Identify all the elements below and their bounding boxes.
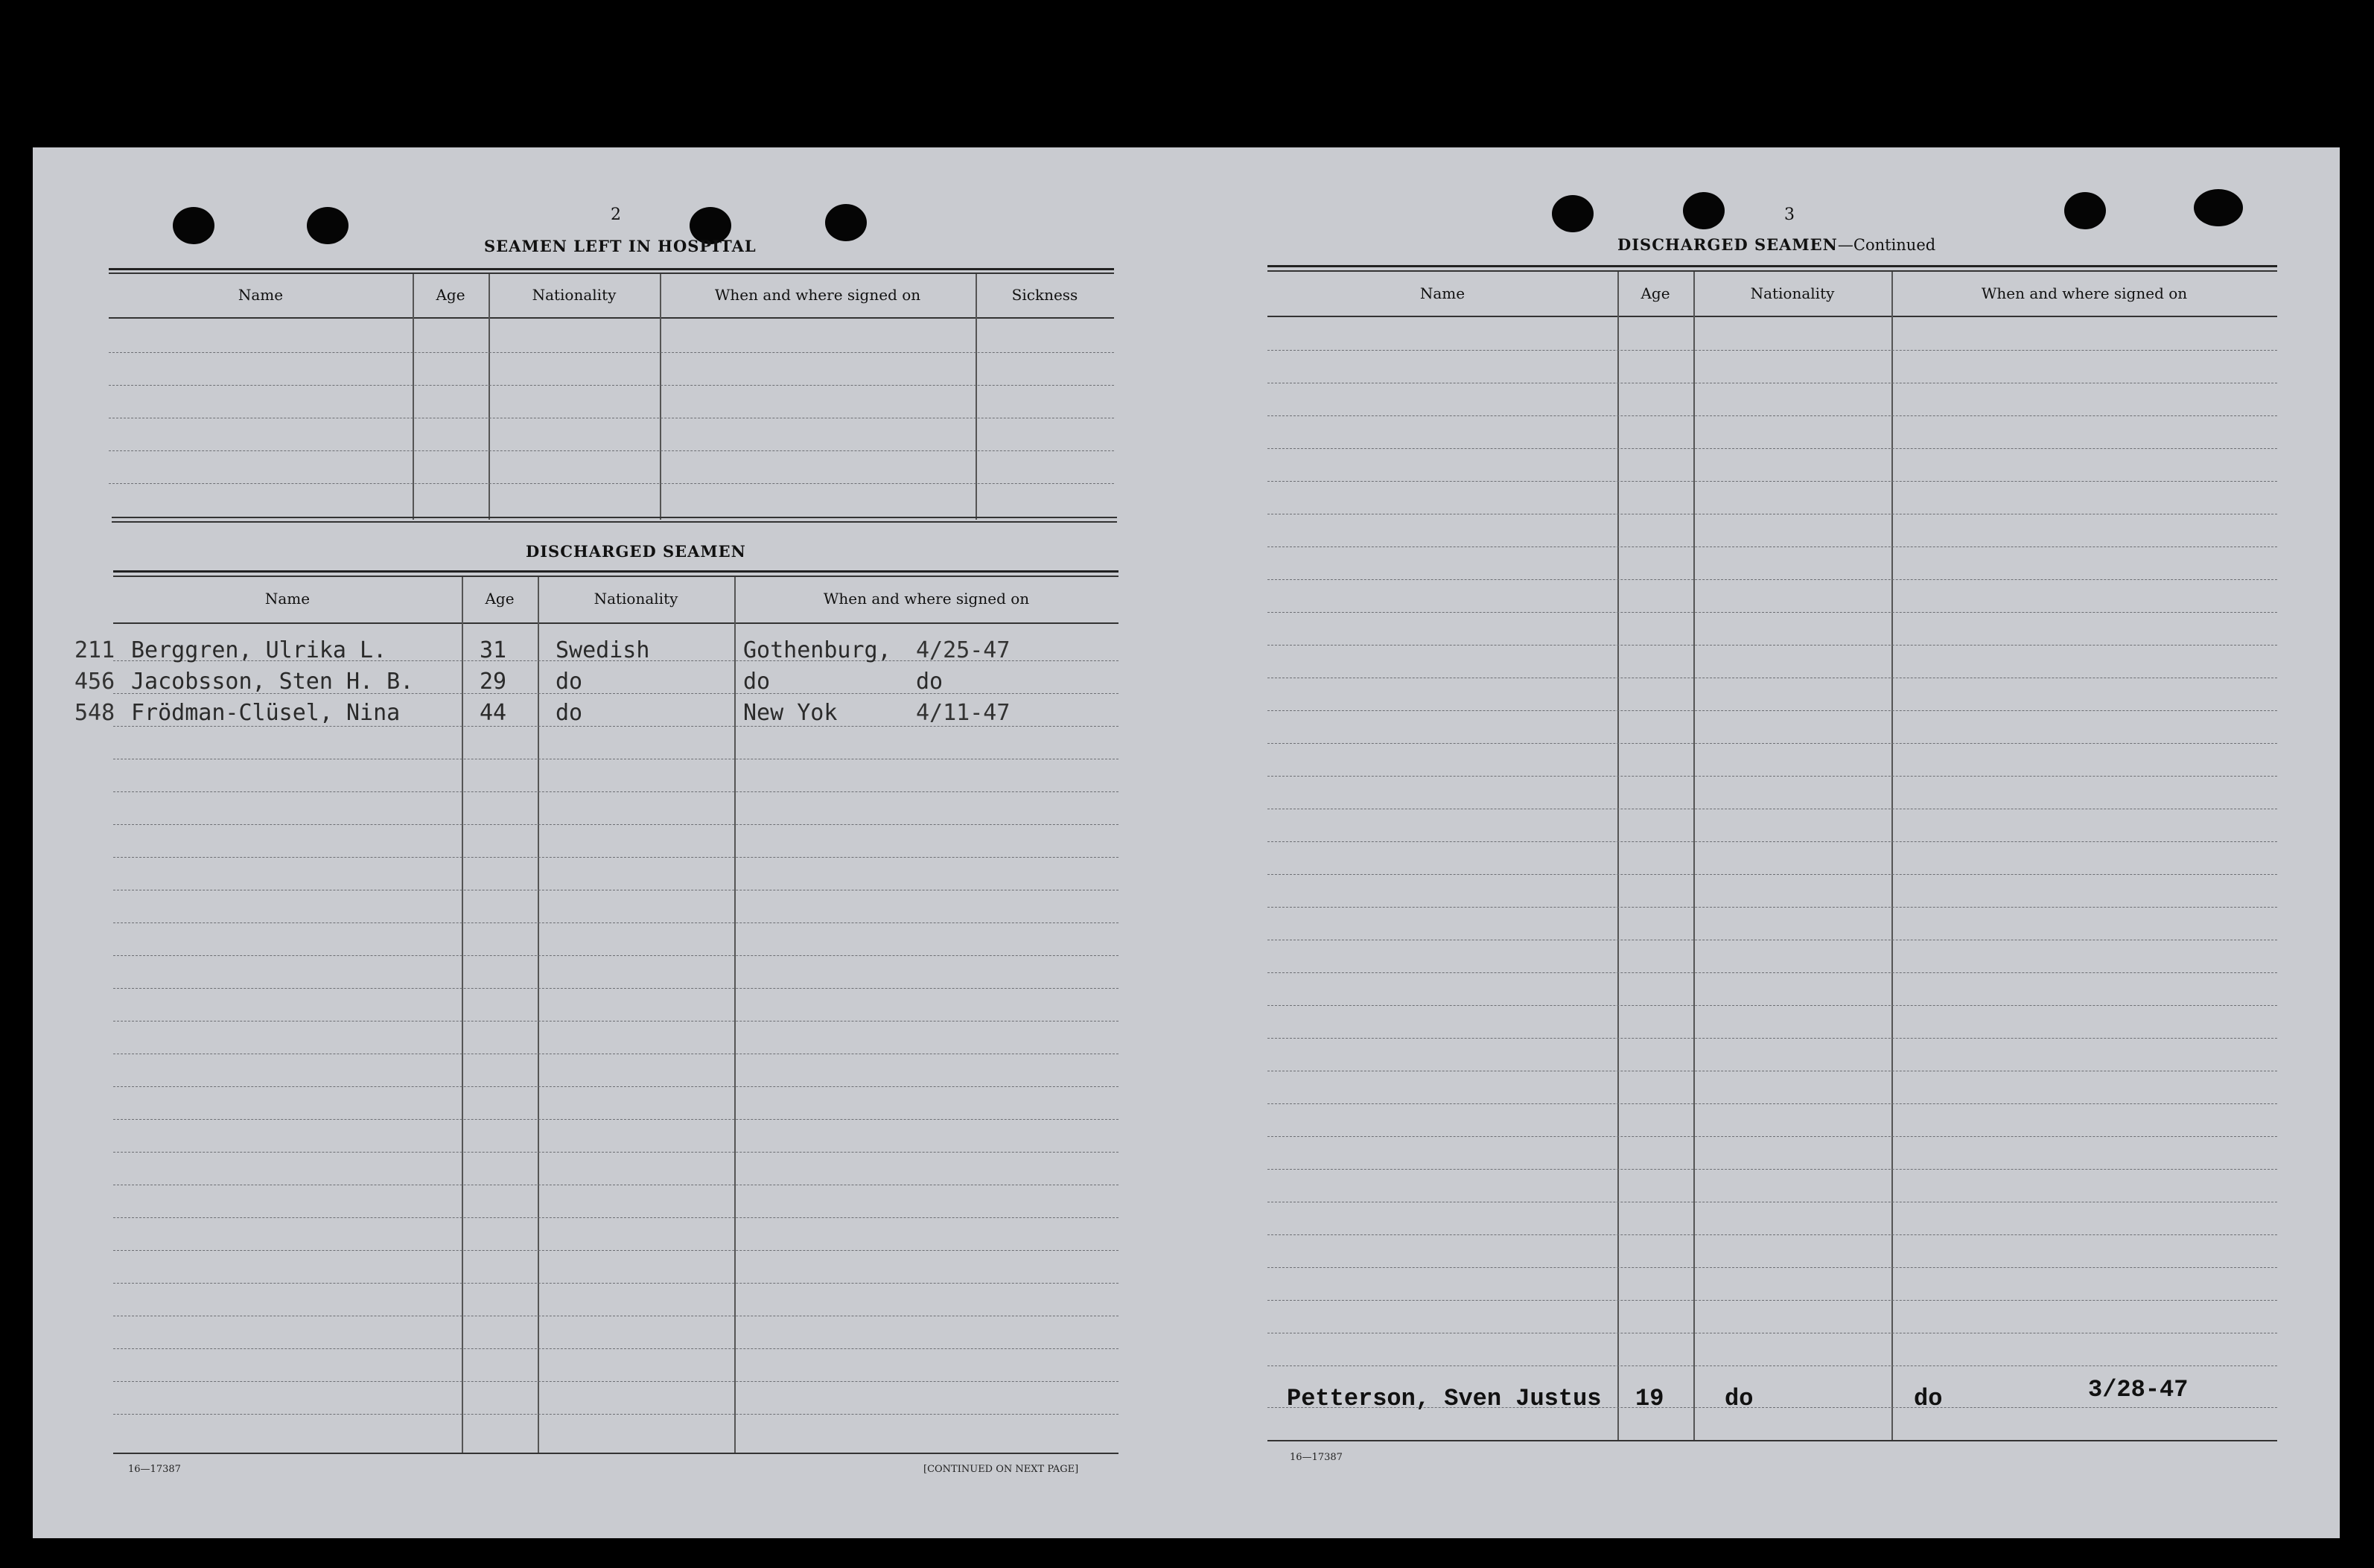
signed-on-date: 4/25-47: [916, 637, 1011, 663]
entry-line: [109, 450, 1114, 451]
entry-line: [113, 1152, 1118, 1153]
entry-line: [1267, 1234, 2277, 1235]
divider: [109, 273, 1114, 274]
entry-line: [113, 1086, 1118, 1087]
punch-hole: [173, 207, 214, 244]
form-number: 16—17387: [128, 1464, 181, 1475]
seaman-age: 31: [480, 637, 507, 663]
column-header-name: Name: [1419, 284, 1466, 302]
entry-line: [1267, 743, 2277, 744]
entry-line: [113, 1217, 1118, 1218]
divider: [1267, 1440, 2277, 1441]
divider: [112, 521, 1117, 523]
entry-line: [113, 1250, 1118, 1251]
entry-line: [109, 385, 1114, 386]
signed-on-place: Gothenburg,: [743, 637, 891, 663]
entry-line: [113, 955, 1118, 956]
entry-line: [1267, 1103, 2277, 1104]
punch-hole: [1683, 192, 1725, 229]
column-line: [734, 577, 736, 1454]
column-line: [1693, 272, 1695, 1441]
column-header-nationality: Nationality: [1750, 284, 1835, 302]
discharged-section-title: DISCHARGED SEAMEN: [526, 542, 746, 561]
divider: [109, 268, 1114, 270]
seaman-age: 19: [1635, 1385, 1664, 1412]
entry-number: 456: [74, 669, 115, 695]
column-header-age: Age: [485, 590, 515, 608]
entry-line: [1267, 481, 2277, 482]
entry-line: [1267, 612, 2277, 613]
continued-note: [CONTINUED ON NEXT PAGE]: [923, 1464, 1079, 1475]
divider: [109, 317, 1114, 319]
divider: [1267, 316, 2277, 317]
divider: [1267, 270, 2277, 272]
signed-on-place: New Yok: [743, 700, 838, 726]
entry-line: [1267, 776, 2277, 777]
signed-on-place: do: [743, 669, 771, 695]
entry-line: [1267, 1169, 2277, 1170]
punch-hole: [2194, 189, 2243, 226]
discharged-continued-title: [1617, 235, 1935, 254]
signed-on-date: do: [916, 669, 943, 695]
page-number: 3: [1784, 205, 1795, 224]
divider: [113, 1453, 1118, 1454]
column-header-signed-on: When and where signed on: [823, 590, 1030, 608]
column-header-sickness: Sickness: [1011, 286, 1078, 304]
entry-line: [1267, 710, 2277, 711]
column-header-nationality: Nationality: [594, 590, 678, 608]
column-header-age: Age: [436, 286, 465, 304]
title-continued: —Continued: [1837, 236, 1936, 254]
seaman-nationality: Swedish: [556, 637, 650, 663]
punch-hole: [2064, 192, 2106, 229]
form-number: 16—17387: [1290, 1452, 1343, 1463]
column-line: [462, 577, 463, 1454]
entry-line: [113, 791, 1118, 792]
title-main: DISCHARGED SEAMEN: [1617, 235, 1838, 254]
column-header-signed-on: When and where signed on: [714, 286, 921, 304]
column-line: [1617, 272, 1619, 1441]
entry-line: [1267, 448, 2277, 449]
signed-on-date: 4/11-47: [916, 700, 1011, 726]
seaman-nationality: do: [1725, 1385, 1754, 1412]
entry-line: [1267, 1005, 2277, 1006]
divider: [113, 570, 1118, 573]
entry-line: [113, 922, 1118, 923]
entry-number: 548: [74, 700, 115, 726]
entry-line: [1267, 1300, 2277, 1301]
entry-line: [1267, 874, 2277, 875]
column-line: [538, 577, 539, 1454]
punch-hole: [1552, 195, 1594, 232]
entry-line: [1267, 546, 2277, 547]
punch-hole: [825, 204, 867, 241]
entry-line: [113, 824, 1118, 825]
entry-line: [113, 1348, 1118, 1349]
entry-line: [1267, 415, 2277, 416]
punch-hole: [307, 207, 349, 244]
page-number: 2: [611, 205, 621, 224]
seaman-name: Petterson, Sven Justus: [1287, 1385, 1602, 1412]
entry-line: [1267, 579, 2277, 580]
entry-line: [113, 988, 1118, 989]
divider: [1267, 265, 2277, 267]
entry-line: [1267, 1365, 2277, 1366]
entry-line: [1267, 841, 2277, 842]
column-line: [1891, 272, 1893, 1441]
entry-number: 211: [74, 637, 115, 663]
entry-line: [113, 1283, 1118, 1284]
entry-line: [1267, 1136, 2277, 1137]
divider: [113, 576, 1118, 577]
entry-line: [1267, 1267, 2277, 1268]
entry-line: [109, 483, 1114, 484]
entry-line: [1267, 907, 2277, 908]
entry-line: [113, 857, 1118, 858]
entry-line: [109, 352, 1114, 353]
divider: [112, 517, 1117, 518]
ledger-sheet: [33, 147, 2340, 1538]
seaman-nationality: do: [556, 669, 583, 695]
divider: [113, 622, 1118, 624]
seaman-name: Frödman-Clüsel, Nina: [131, 700, 401, 726]
seaman-age: 29: [480, 669, 507, 695]
entry-line: [113, 1414, 1118, 1415]
seaman-age: 44: [480, 700, 507, 726]
entry-line: [113, 1021, 1118, 1022]
entry-line: [113, 1381, 1118, 1382]
entry-line: [1267, 972, 2277, 973]
seaman-name: Jacobsson, Sten H. B.: [131, 669, 414, 695]
entry-line: [113, 726, 1118, 727]
entry-line: [1267, 1038, 2277, 1039]
entry-line: [113, 1119, 1118, 1120]
signed-on-place: do: [1914, 1385, 1943, 1412]
signed-on-date: 3/28-47: [2088, 1376, 2189, 1403]
column-header-nationality: Nationality: [532, 286, 617, 304]
seaman-nationality: do: [556, 700, 583, 726]
hospital-section-title: SEAMEN LEFT IN HOSPITAL: [484, 237, 757, 255]
seaman-name: Berggren, Ulrika L.: [131, 637, 387, 663]
entry-line: [1267, 350, 2277, 351]
column-header-name: Name: [238, 286, 284, 304]
column-header-age: Age: [1641, 284, 1670, 302]
column-header-name: Name: [264, 590, 311, 608]
column-header-signed-on: When and where signed on: [1981, 284, 2188, 302]
entry-line: [1267, 645, 2277, 646]
